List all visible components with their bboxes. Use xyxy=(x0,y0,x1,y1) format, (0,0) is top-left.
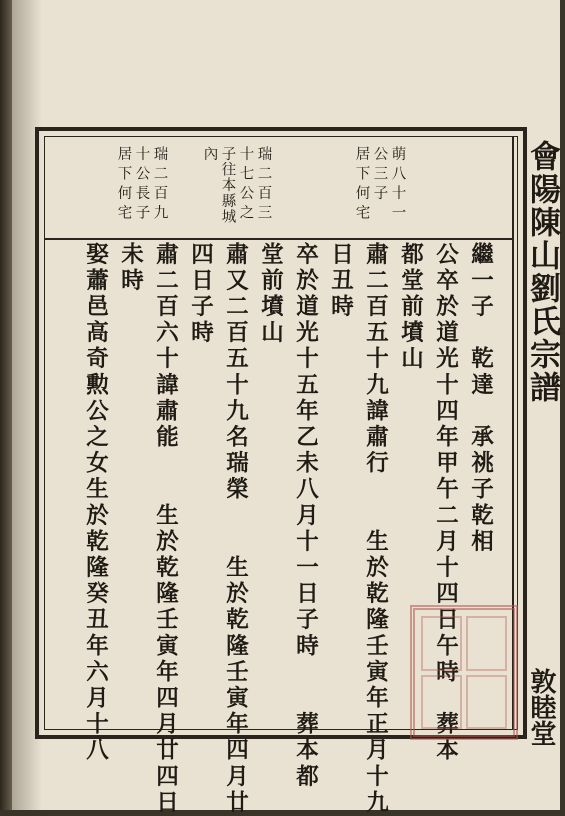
body-column: 四日子時 xyxy=(187,242,214,347)
body-column: 肅二百五十九諱肅行 生於乾隆壬寅年正月十九 xyxy=(362,242,389,816)
body-column: 卒於道光十五年乙未八月十一日子時 葬本都 xyxy=(292,242,319,791)
annotation-line: 子往本縣城 xyxy=(219,146,236,225)
body-column: 娶蕭邑高奇勲公之女生於乾隆癸丑年六月十八 xyxy=(82,242,109,764)
body-column: 都堂前墳山 xyxy=(397,242,424,373)
body-column: 肅二百六十諱肅能 生於乾隆壬寅年四月廿四日 xyxy=(152,242,179,816)
annotation-divider-line xyxy=(44,238,512,240)
body-column: 堂前墳山 xyxy=(257,242,284,347)
annotation-line: 居下何宅 xyxy=(115,146,132,224)
annotation-line: 公三子 xyxy=(371,146,388,205)
annotation-line: 十公長子 xyxy=(133,146,150,224)
body-column: 日丑時 xyxy=(327,242,354,321)
hall-name: 敦睦堂 xyxy=(526,668,556,746)
annotation-line: 居下何宅 xyxy=(353,146,370,224)
annotation-line: 瑞二百三 xyxy=(255,146,272,224)
annotation-line: 瑞二百九 xyxy=(151,146,168,224)
body-column: 公卒於道光十四年甲午二月十四日午時 葬本 xyxy=(432,242,459,764)
annotation-line: 內 xyxy=(201,146,218,166)
annotation-line: 萌八十一 xyxy=(389,146,406,224)
body-column: 繼一子 乾達 承祧子乾相 xyxy=(467,242,494,556)
annotation-line: 十七公之 xyxy=(237,146,254,224)
body-column: 未時 xyxy=(117,242,144,295)
genealogy-title: 會陽陳山劉氏宗譜 xyxy=(524,140,560,404)
red-seal-stamp xyxy=(410,605,518,740)
body-column: 肅又二百五十九名瑞榮 生於乾隆壬寅年四月廿 xyxy=(222,242,249,816)
